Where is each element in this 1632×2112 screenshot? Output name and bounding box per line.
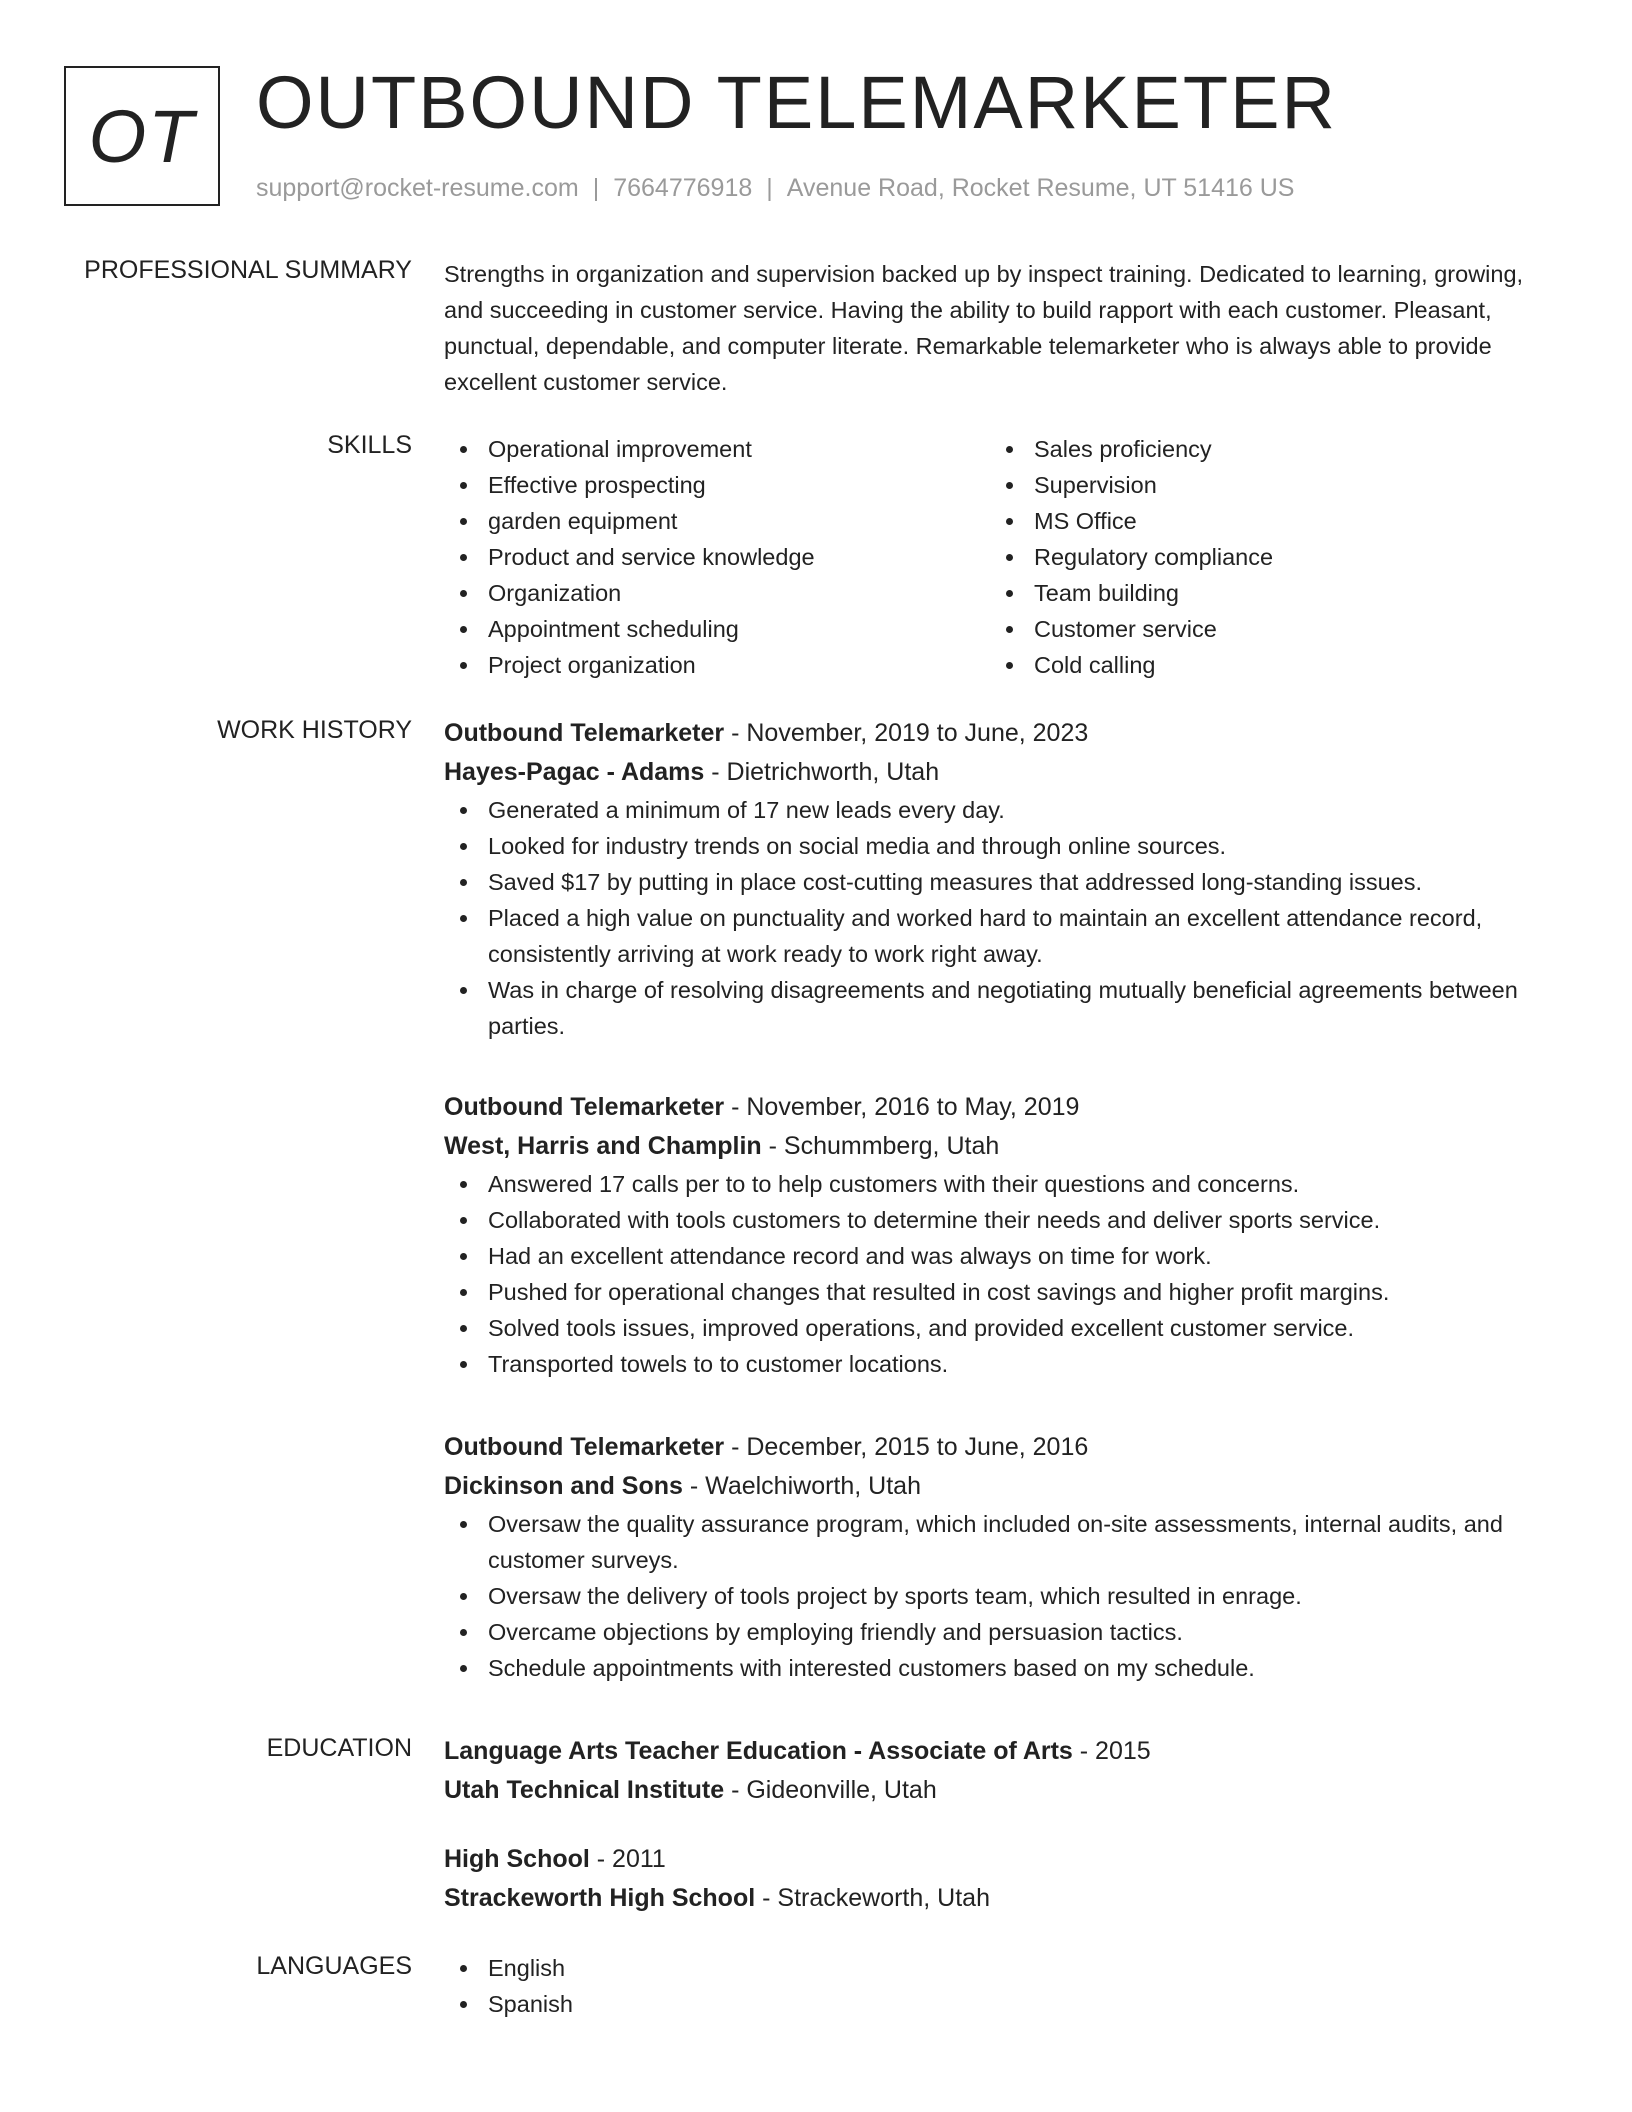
- job-bullet: Generated a minimum of 17 new leads every day.: [444, 792, 1564, 828]
- job-bullet: Overcame objections by employing friendly and persuasion tactics.: [444, 1614, 1564, 1650]
- job-location: - Waelchiworth, Utah: [682, 1472, 921, 1500]
- job-bullet: Had an excellent attendance record and was always on time for work.: [444, 1238, 1564, 1274]
- monogram-badge: [64, 66, 220, 206]
- degree: Language Arts Teacher Education - Associate of Arts: [444, 1737, 1073, 1765]
- school-location: - Gideonville, Utah: [724, 1776, 937, 1804]
- school-line: [444, 1771, 1564, 1810]
- job-entry: [444, 1088, 1564, 1382]
- job-dates: - November, 2016 to May, 2019: [724, 1093, 1080, 1121]
- skills-column-2: [990, 431, 1536, 683]
- contact-address: Avenue Road, Rocket Resume, UT 51416 US: [786, 174, 1295, 202]
- skill-item: MS Office: [990, 503, 1536, 539]
- job-title-line: [444, 714, 1564, 753]
- skill-item: Effective prospecting: [444, 467, 990, 503]
- contact-separator: |: [766, 174, 773, 202]
- job-bullet: Oversaw the delivery of tools project by sports team, which resulted in enrage.: [444, 1578, 1564, 1614]
- job-company: Hayes-Pagac - Adams: [444, 758, 705, 786]
- skill-item: Operational improvement: [444, 431, 990, 467]
- job-bullet: Was in charge of resolving disagreements and negotiating mutually beneficial agreements between parties.: [444, 972, 1564, 1044]
- school-line: [444, 1879, 1564, 1918]
- job-company-line: [444, 1127, 1564, 1166]
- job-role: Outbound Telemarketer: [444, 1093, 725, 1121]
- job-role: Outbound Telemarketer: [444, 719, 725, 747]
- contact-line: [256, 174, 1294, 203]
- job-role: Outbound Telemarketer: [444, 1433, 725, 1461]
- section-title-summary: PROFESSIONAL SUMMARY: [84, 256, 412, 284]
- job-title-line: [444, 1088, 1564, 1127]
- skill-item: Team building: [990, 575, 1536, 611]
- job-bullet: Collaborated with tools customers to determine their needs and deliver sports service.: [444, 1202, 1564, 1238]
- degree: High School: [444, 1845, 590, 1873]
- contact-phone: 7664776918: [613, 174, 753, 202]
- section-title-languages: LANGUAGES: [256, 1952, 412, 1980]
- education-entry: [444, 1732, 1564, 1810]
- skill-item: Product and service knowledge: [444, 539, 990, 575]
- job-bullet: Saved $17 by putting in place cost-cutting measures that addressed long-standing issues.: [444, 864, 1564, 900]
- job-bullets: [444, 1166, 1564, 1382]
- job-bullet: Solved tools issues, improved operations, and provided excellent customer service.: [444, 1310, 1564, 1346]
- language-item: English: [444, 1950, 1564, 1986]
- skill-item: Project organization: [444, 647, 990, 683]
- job-entry: [444, 1428, 1564, 1686]
- skills-column-1: [444, 431, 990, 683]
- candidate-name: OUTBOUND TELEMARKETER: [256, 61, 1337, 144]
- job-company-line: [444, 1467, 1564, 1506]
- skill-item: Cold calling: [990, 647, 1536, 683]
- skill-item: Organization: [444, 575, 990, 611]
- summary-text: Strengths in organization and supervision backed up by inspect training. Dedicated to learning, growing, and succeeding in customer service. Having the ability to build rapport with each customer. Pleasant, punctual, dependable, and computer literate. Remarkable telemarketer who is always able to provide excellent customer service.: [444, 261, 1524, 395]
- school: Utah Technical Institute: [444, 1776, 725, 1804]
- degree-line: [444, 1732, 1564, 1771]
- languages-section: [444, 1950, 1564, 2022]
- degree-year: - 2015: [1072, 1737, 1151, 1765]
- contact-separator: |: [592, 174, 600, 202]
- education-entry: [444, 1840, 1564, 1918]
- skill-item: Regulatory compliance: [990, 539, 1536, 575]
- job-bullet: Transported towels to to customer locations.: [444, 1346, 1564, 1382]
- language-item: Spanish: [444, 1986, 1564, 2022]
- job-bullet: Schedule appointments with interested customers based on my schedule.: [444, 1650, 1564, 1686]
- job-bullets: [444, 1506, 1564, 1686]
- job-location: - Schummberg, Utah: [761, 1132, 1000, 1160]
- monogram-text: OT: [88, 94, 196, 178]
- job-bullet: Oversaw the quality assurance program, which included on-site assessments, internal audits, and customer surveys.: [444, 1506, 1564, 1578]
- skills-section: [444, 431, 1564, 683]
- job-bullet: Answered 17 calls per to to help customers with their questions and concerns.: [444, 1166, 1564, 1202]
- job-company: Dickinson and Sons: [444, 1472, 683, 1500]
- degree-line: [444, 1840, 1564, 1879]
- job-company-line: [444, 753, 1564, 792]
- job-bullets: [444, 792, 1564, 1044]
- skills-grid: [444, 431, 1564, 683]
- degree-year: - 2011: [589, 1845, 666, 1873]
- contact-email: support@rocket-resume.com: [256, 174, 579, 202]
- job-location: - Dietrichworth, Utah: [704, 758, 940, 786]
- school: Strackeworth High School: [444, 1884, 756, 1912]
- job-title-line: [444, 1428, 1564, 1467]
- school-location: - Strackeworth, Utah: [755, 1884, 990, 1912]
- skill-item: Sales proficiency: [990, 431, 1536, 467]
- summary-section: [444, 256, 1564, 400]
- job-dates: - November, 2019 to June, 2023: [724, 719, 1089, 747]
- job-bullet: Pushed for operational changes that resulted in cost savings and higher profit margins.: [444, 1274, 1564, 1310]
- job-dates: - December, 2015 to June, 2016: [724, 1433, 1089, 1461]
- section-title-skills: SKILLS: [327, 431, 412, 459]
- languages-list: [444, 1950, 1564, 2022]
- section-title-education: EDUCATION: [266, 1734, 412, 1762]
- job-bullet: Looked for industry trends on social media and through online sources.: [444, 828, 1564, 864]
- skill-item: Supervision: [990, 467, 1536, 503]
- job-entry: [444, 714, 1564, 1044]
- skill-item: Appointment scheduling: [444, 611, 990, 647]
- skill-item: Customer service: [990, 611, 1536, 647]
- skill-item: garden equipment: [444, 503, 990, 539]
- section-title-work-history: WORK HISTORY: [217, 716, 412, 744]
- job-company: West, Harris and Champlin: [444, 1132, 762, 1160]
- job-bullet: Placed a high value on punctuality and worked hard to maintain an excellent attendance record, consistently arriving at work ready to work right away.: [444, 900, 1564, 972]
